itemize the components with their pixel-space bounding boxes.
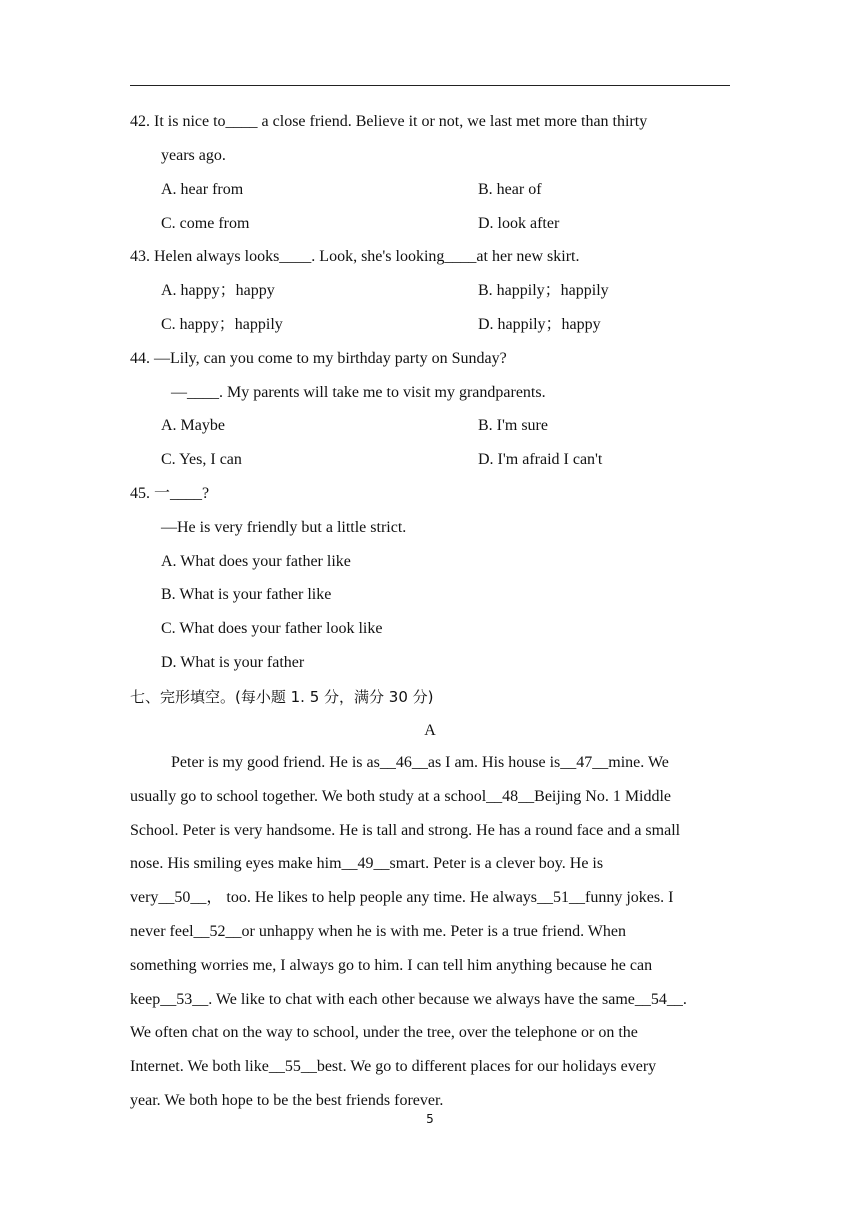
question-44-option-d: D. I'm afraid I can't bbox=[478, 451, 603, 468]
question-45-option-d: D. What is your father bbox=[161, 654, 305, 671]
question-44-option-a: A. Maybe bbox=[161, 417, 225, 434]
cloze-passage bbox=[130, 746, 740, 1118]
passage-line: nose. His smiling eyes make him__49__smart. Peter is a clever boy. He is bbox=[130, 855, 604, 873]
question-42-option-b: B. hear of bbox=[478, 181, 542, 198]
passage-line: never feel__52__or unhappy when he is with me. Peter is a true friend. When bbox=[130, 922, 626, 940]
header-rule bbox=[130, 85, 730, 86]
question-44-response: —____. My parents will take me to visit my grandparents. bbox=[171, 384, 546, 401]
question-43-option-a: A. happy；happy bbox=[161, 282, 275, 299]
question-45-option-a: A. What does your father like bbox=[161, 553, 351, 570]
question-42-option-d: D. look after bbox=[478, 215, 560, 232]
question-44-stem: 44. —Lily, can you come to my birthday party on Sunday? bbox=[130, 350, 507, 367]
question-43-stem: 43. Helen always looks____. Look, she's looking____at her new skirt. bbox=[130, 248, 580, 265]
passage-line: very__50__， too. He likes to help people any time. He always__51__funny jokes. I bbox=[130, 889, 674, 907]
passage-line: keep__53__. We like to chat with each other because we always have the same__54__. bbox=[130, 990, 687, 1008]
question-43-option-b: B. happily；happily bbox=[478, 282, 609, 299]
passage-line: Internet. We both like__55__best. We go to different places for our holidays every bbox=[130, 1058, 657, 1076]
question-44-option-b: B. I'm sure bbox=[478, 417, 548, 434]
passage-part-label: A bbox=[424, 722, 436, 739]
passage-line: School. Peter is very handsome. He is tall and strong. He has a round face and a small bbox=[130, 821, 681, 839]
passage-line: Peter is my good friend. He is as__46__as I am. His house is__47__mine. We bbox=[171, 754, 669, 771]
question-45-option-b: B. What is your father like bbox=[161, 586, 332, 603]
question-42-stem-cont: years ago. bbox=[161, 147, 226, 164]
passage-line: usually go to school together. We both study at a school__48__Beijing No. 1 Middle bbox=[130, 787, 672, 805]
section-heading: 七、完形填空。(每小题 1. 5 分，满分 30 分) bbox=[130, 688, 434, 706]
question-44-option-c: C. Yes, I can bbox=[161, 451, 242, 468]
question-42-option-a: A. hear from bbox=[161, 181, 244, 198]
passage-line: year. We both hope to be the best friends forever. bbox=[130, 1091, 444, 1109]
passage-line: something worries me, I always go to him. I can tell him anything because he can bbox=[130, 956, 653, 974]
question-45-response: —He is very friendly but a little strict. bbox=[161, 519, 407, 536]
question-42-option-c: C. come from bbox=[161, 215, 250, 232]
question-45-stem: 45. 一____? bbox=[130, 485, 210, 502]
passage-line: We often chat on the way to school, under the tree, over the telephone or on the bbox=[130, 1024, 638, 1042]
question-42-stem: 42. It is nice to____ a close friend. Believe it or not, we last met more than thirty bbox=[130, 113, 648, 130]
question-43-option-d: D. happily；happy bbox=[478, 316, 601, 333]
page-number: 5 bbox=[426, 1112, 434, 1126]
question-45-option-c: C. What does your father look like bbox=[161, 620, 383, 637]
question-43-option-c: C. happy；happily bbox=[161, 316, 283, 333]
